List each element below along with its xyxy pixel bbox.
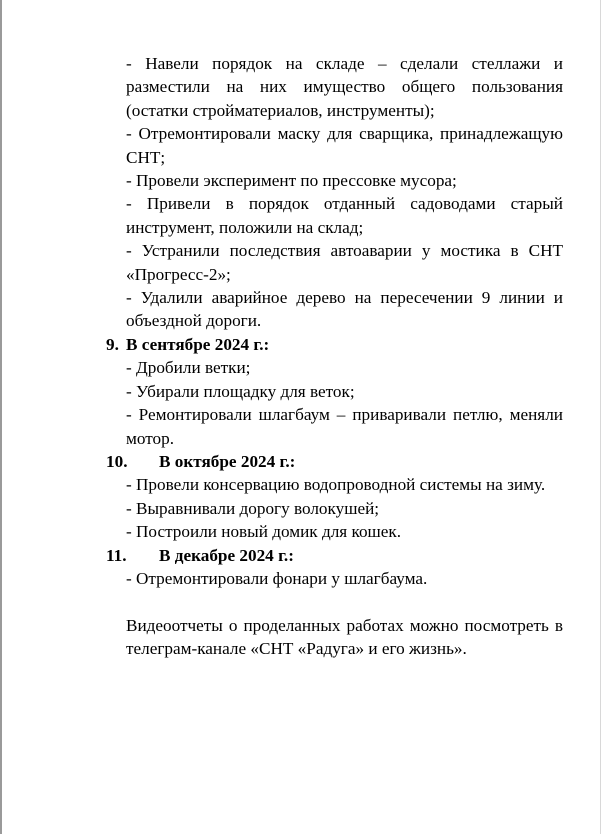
closing-paragraph: Видеоотчеты о проделанных работах можно посмотреть в телеграм-канале «СНТ «Радуга» и его жизнь». [126, 615, 563, 659]
list-item: - Дробили ветки; [126, 358, 251, 378]
section-heading-september [106, 333, 563, 356]
list-item: - Провели консервацию водопроводной системы на зиму. [126, 475, 546, 495]
section-number: 9. [106, 334, 119, 354]
section-heading-december [106, 544, 563, 567]
section-heading-text: В сентябре 2024 г.: [126, 334, 270, 354]
section-heading-text: В октябре 2024 г.: [159, 451, 296, 471]
list-item: - Отремонтировали маску для сварщика, принадлежащую СНТ; [126, 124, 563, 167]
document-body [106, 52, 563, 661]
list-item: - Привели в порядок отданный садоводами старый инструмент, положили на склад; [126, 194, 563, 237]
section-heading-october [106, 450, 563, 473]
list-item: - Выравнивали дорогу волокушей; [126, 498, 380, 518]
list-item: - Ремонтировали шлагбаум – приваривали петлю, меняли мотор. [126, 405, 563, 448]
list-item: - Провели эксперимент по прессовке мусора; [126, 171, 457, 191]
list-item: - Удалили аварийное дерево на пересечении 9 линии и объездной дороги. [126, 288, 563, 331]
list-item: - Построили новый домик для кошек. [126, 522, 402, 542]
paragraph-spacer [126, 590, 563, 613]
list-item: - Убирали площадку для веток; [126, 381, 355, 401]
list-item: - Устранили последствия автоаварии у мостика в СНТ «Прогресс-2»; [126, 241, 563, 284]
section-number: 11. [106, 545, 127, 565]
section-number: 10. [106, 451, 128, 471]
page-left-border [0, 0, 2, 834]
section-heading-text: В декабре 2024 г.: [159, 545, 294, 565]
list-item: - Навели порядок на складе – сделали стеллажи и разместили на них имущество общего пользования (остатки стройматериалов, инструменты); [126, 54, 563, 120]
list-item: - Отремонтировали фонари у шлагбаума. [126, 568, 428, 588]
